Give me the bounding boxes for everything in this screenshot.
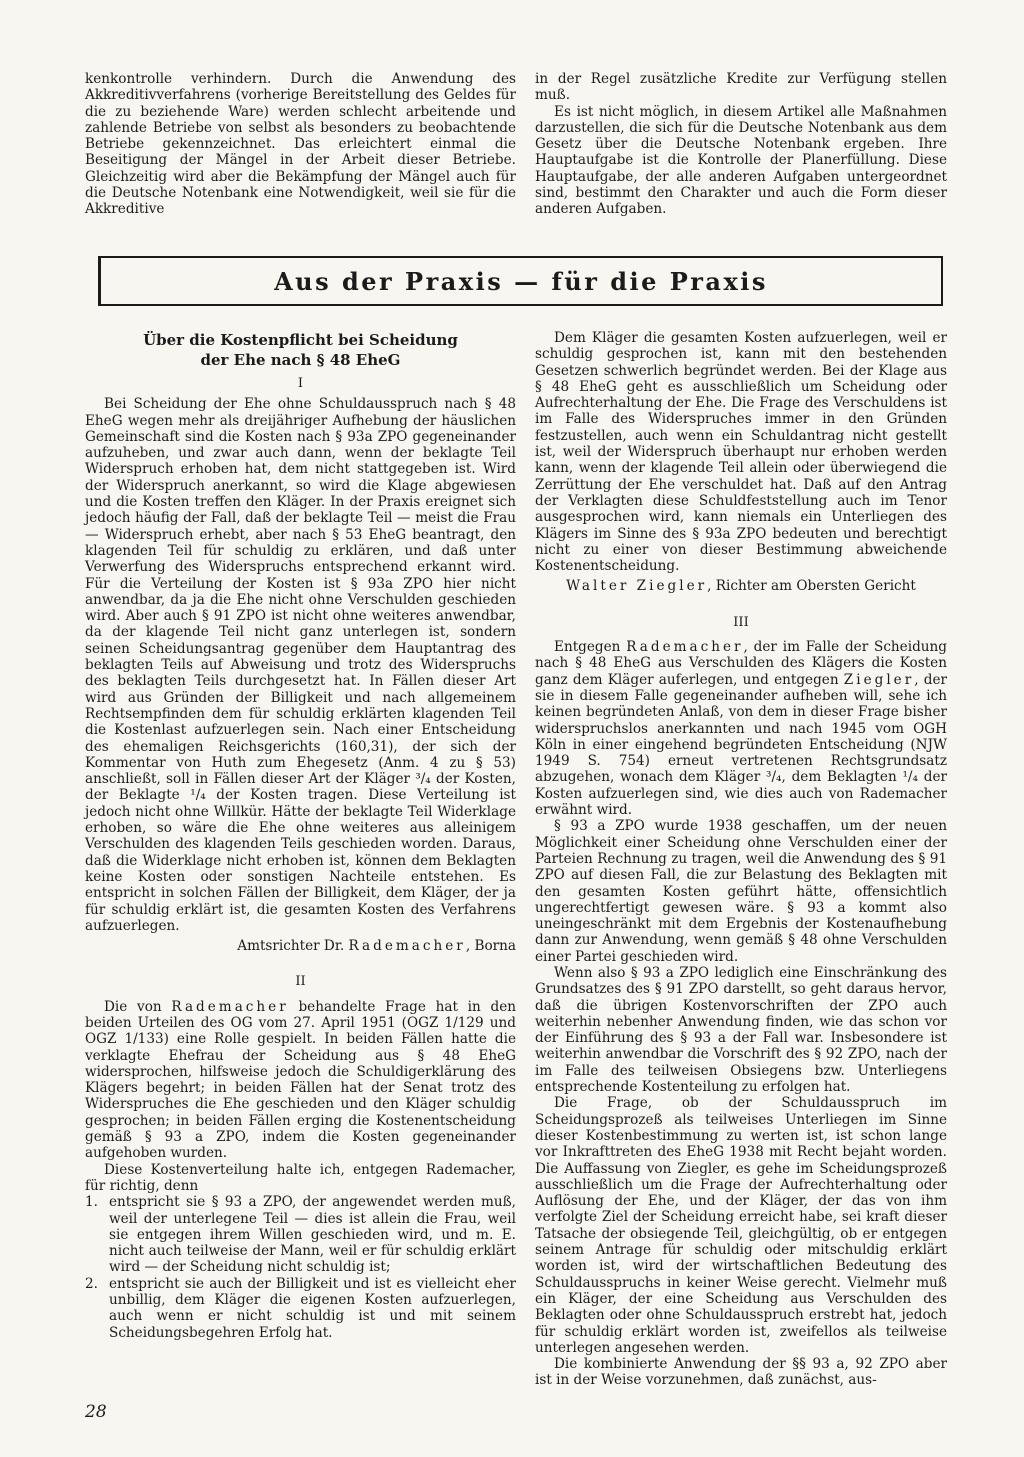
article-title-line-2: der Ehe nach § 48 EheG <box>200 351 401 369</box>
list-text: entspricht sie § 93 a ZPO, der angewendet werden muß, weil der unterlegene Teil — dies ist allein die Frau, weil sie entgegen ihrem Willen geschieden wird, und m. E. nicht auch teilweise der Mann, weil er für schuldig erklärt wird — der Scheidung nicht schuldig ist; <box>109 1194 516 1276</box>
author-name: Ziegler <box>843 671 915 688</box>
list-item <box>85 1194 516 1275</box>
author-name: Rademacher <box>171 998 289 1015</box>
part-1-signature <box>85 938 516 954</box>
reasons-list <box>85 1194 516 1341</box>
p1-rest: behandelte Frage hat in den beiden Urteilen des OG vom 27. April 1951 (OGZ 1/129 und OGZ 1/133) eine Rolle gespielt. In beiden Fällen hatte die verklagte Ehefrau der Scheidung aus § 48 EheG widersprochen, hilfsweise jedoch die Schuldigerklärung des Klägers begehrt; in beiden Fällen hat der Senat trotz des Widerspruches die Ehe geschieden und den Kläger schuldig gesprochen; in beiden Fällen erging die Kostenentscheidung gemäß § 93 a ZPO, indem die Kosten gegeneinander aufgehoben wurden. <box>85 998 517 1162</box>
article-left-column <box>85 330 516 1341</box>
closing-paragraph: Es ist nicht möglich, in diesem Artikel alle Maßnahmen darzustellen, die sich für die Deutsche Notenbank aus dem Gesetz über die Deutsche Notenbank ergeben. Ihre Hauptaufgabe ist die Kontrolle der Planerfüllung. Diese Hauptaufgabe, der alle anderen Aufgaben untergeordnet sind, bestimmt den Charakter und auch die Form dieser anderen Aufgaben. <box>535 103 947 218</box>
top-left-column <box>85 71 516 218</box>
part-1-text: Bei Scheidung der Ehe ohne Schuldausspruch nach § 48 EheG wegen mehr als dreijähriger Aufhebung der häuslichen Gemeinschaft sind die Kosten nach § 93a ZPO gegeneinander aufzuheben, und zwar auch dann, wenn der beklagte Teil Widerspruch erhoben hat, dem nicht stattgegeben ist. Wird der Widerspruch anerkannt, so wird die Klage abgewiesen und die Kosten treffen den Kläger. In der Praxis ereignet sich jedoch häufig der Fall, daß der beklagte Teil — meist die Frau — Widerspruch erhebt, aber nach § 53 EheG beantragt, den klagenden Teil für schuldig zu erklären, und daß unter Verwerfung des Widerspruchs entsprechend erkannt wird. Für die Verteilung der Kosten ist § 93a ZPO hier nicht anwendbar, da ja die Ehe nicht ohne Verschulden geschieden wird. Aber auch § 91 ZPO ist nicht ohne weiteres anwendbar, da der klagende Teil nicht ganz unterlegen ist, sondern seinen Scheidungsantrag gegenüber dem Hauptantrag des beklagten Teils auf Abweisung und trotz des Widerspruchs des beklagten Teils durchgesetzt hat. In Fällen dieser Art wird aus Gründen der Billigkeit und nach allgemeinem Rechtsempfinden dem für schuldig erklärten klagenden Teil die Kostenlast aufzuerlegen sein. Nach einer Entscheidung des ehemaligen Reichsgerichts (160,31), der sich der Kommentar von Huth zum Ehegesetz (Anm. 4 zu § 53) anschließt, soll in Fällen dieser Art der Kläger ³/₄ der Kosten, der Beklagte ¹/₄ der Kosten tragen. Diese Verteilung ist jedoch nicht ohne Willkür. Hätte der beklagte Teil Widerklage erhoben, so wäre die Ehe ohne weiteres aus alleinigem Verschulden des klagenden Teils geschieden worden. Daraus, daß die Widerklage nicht erhoben ist, können dem Beklagten keine Kosten oder sonstigen Nachteile entstehen. Es entspricht in solchen Fällen der Billigkeit, dem Kläger, der ja für schuldig erklärt ist, die gesamten Kosten des Verfahrens aufzuerlegen. <box>85 396 516 934</box>
list-number: 1. <box>85 1194 98 1211</box>
signature-name: Rademacher <box>348 938 466 955</box>
article-title <box>85 330 516 370</box>
part-3-paragraph-3: Wenn also § 93 a ZPO lediglich eine Einschränkung des Grundsatzes des § 91 ZPO darstellt, so geht daraus hervor, daß die übrigen Kostenvorschriften der ZPO auch weiterhin nebenher Anwendung finden, wie das schon vor der Einführung des § 93 a der Fall war. Insbesondere ist weiterhin anwendbar die Vorschrift des § 92 ZPO, nach der im Falle des teilweisen Obsiegens bzw. Unterliegens entsprechende Kostenteilung zu erfolgen hat. <box>535 964 947 1096</box>
part-3-paragraph-5: Die kombinierte Anwendung der §§ 93 a, 92 ZPO aber ist in der Weise vorzunehmen, daß zunächst, aus- <box>535 1356 947 1389</box>
continued-paragraph: kenkontrolle verhindern. Durch die Anwendung des Akkreditivverfahrens (vorherige Bereitstellung des Geldes für die zu beziehende Ware) werden schlecht arbeitende und zahlende Betriebe von selbst als besonders zu beobachtende Betriebe gekennzeichnet. Das erleichtert einmal die Beseitigung der Mängel in der Arbeit dieser Betriebe. Gleichzeitig wird aber die Bekämpfung der Mängel auch für die Deutsche Notenbank eine Notwendigkeit, weil sie für die Akkreditive <box>85 71 516 218</box>
part-3-paragraph-1 <box>535 639 947 818</box>
list-item <box>85 1276 516 1341</box>
signature-name: Walter Ziegler <box>566 578 708 595</box>
article-right-column <box>535 330 947 1389</box>
p1-mid: , der im Falle der Scheidung nach § 48 EheG aus Verschulden des Klägers die Kosten ganz dem Kläger auferlegen, und entgegen <box>535 639 947 688</box>
list-number: 2. <box>85 1275 98 1292</box>
signature-suffix: , Richter am Obersten Gericht <box>707 578 916 595</box>
part-3-numeral: III <box>733 614 749 630</box>
continued-paragraph-end: in der Regel zusätzliche Kredite zur Verfügung stellen muß. <box>535 71 947 104</box>
signature-prefix: Amtsrichter Dr. <box>237 938 345 955</box>
part-1-numeral: I <box>297 376 304 391</box>
page-number: 28 <box>85 1402 107 1422</box>
section-title: Aus der Praxis — für die Praxis <box>274 266 768 296</box>
top-right-column <box>535 71 947 218</box>
list-text: entspricht sie auch der Billigkeit und ist es vielleicht eher unbillig, dem Kläger die eigenen Kosten aufzuerlegen, auch wenn er nicht schuldig ist und mit seinem Scheidungsbegehren Erfolg hat. <box>109 1275 516 1341</box>
part-2-paragraph-2: Diese Kostenverteilung halte ich, entgegen Rademacher, für richtig, denn <box>85 1161 516 1194</box>
part-3-paragraph-4: Die Frage, ob der Schuldausspruch im Scheidungsprozeß als teilweises Unterliegen im Sinne dieser Kostenbestimmung zu werten ist, ist schon lange vor Inkrafttreten des EheG 1938 mit Recht bejaht worden. Die Auffassung von Ziegler, es gehe im Scheidungsprozeß ausschließlich um die Frage der Aufrechterhaltung oder Auflösung der Ehe, und der Kläger, der das von ihm verfolgte Ziel der Scheidung erreicht habe, sei kraft dieser Tatsache der obsiegende Teil, gleichgültig, ob er entgegen seinem Antrage für schuldig oder mitschuldig erklärt worden ist, wird der wirtschaftlichen Bedeutung des Schuldausspruchs in keiner Weise gerecht. Vielmehr muß ein Kläger, der eine Scheidung aus Verschulden des Beklagten oder ohne Schuldausspruch erstrebt hat, jedoch für schuldig erklärt worden ist, zweifellos als teilweise unterlegen angesehen werden. <box>535 1095 947 1356</box>
part-2-signature <box>535 578 947 594</box>
article-title-line-1: Über die Kostenpflicht bei Scheidung <box>143 331 458 349</box>
part-2-numeral: II <box>295 974 306 990</box>
signature-suffix: , Borna <box>465 938 516 955</box>
part-3-paragraph-2: § 93 a ZPO wurde 1938 geschaffen, um der neuen Möglichkeit einer Scheidung ohne Verschulden einer der Parteien Rechnung zu tragen, weil die Anwendung des § 91 ZPO auf diesen Fall, die zur Belastung des Beklagten mit den gesamten Kosten geführt hätte, offensichtlich ungerechtfertigt gewesen wäre. § 93 a kommt also uneingeschränkt mit dem Ergebnis der Kostenaufhebung dann zur Anwendung, wenn gemäß § 48 ohne Verschulden einer Partei geschieden wird. <box>535 818 947 965</box>
author-name: Rademacher <box>626 639 744 656</box>
part-2-paragraph-1 <box>85 999 516 1162</box>
p1-lead: Die von <box>104 998 162 1015</box>
p1-lead: Entgegen <box>554 639 621 656</box>
p1-rest: , der sie in diesem Falle gegeneinander aufheben will, sehe ich keinen begründeten Anlaß, von dem in dieser Frage bisher widerspruchslos anerkannten und nach 1945 vom OGH Köln in einer eingehend begründeten Entscheidung (NJW 1949 S. 754) erneut vertretenen Rechtsgrundsatz abzugehen, wonach dem Kläger ³/₄, dem Beklagten ¹/₄ der Kosten aufzuerlegen sind, wie dies auch von Rademacher erwähnt wird. <box>535 671 947 819</box>
section-header-box <box>98 256 943 306</box>
part-2-paragraph-3: Dem Kläger die gesamten Kosten aufzuerlegen, weil er schuldig gesprochen ist, kann mit den bestehenden Gesetzen schwerlich begründet werden. Bei der Klage aus § 48 EheG geht es ausschließlich um Scheidung oder Aufrechterhaltung der Ehe. Die Frage des Verschuldens ist im Falle des Widerspruches immer in den Gründen festzustellen, auch wenn ein Schuldantrag nicht gestellt ist, weil der Widerspruch überhaupt nur erhoben werden kann, wenn der klagende Teil allein oder überwiegend die Zerrüttung der Ehe verschuldet hat. Daß auf den Antrag der Verklagten diese Schuldfeststellung auch im Tenor ausgesprochen wird, kann niemals ein Unterliegen des Klägers im Sinne des § 93a ZPO bedeuten und berechtigt nicht zu einer von dieser Bestimmung abweichende Kostenentscheidung. <box>535 330 947 575</box>
